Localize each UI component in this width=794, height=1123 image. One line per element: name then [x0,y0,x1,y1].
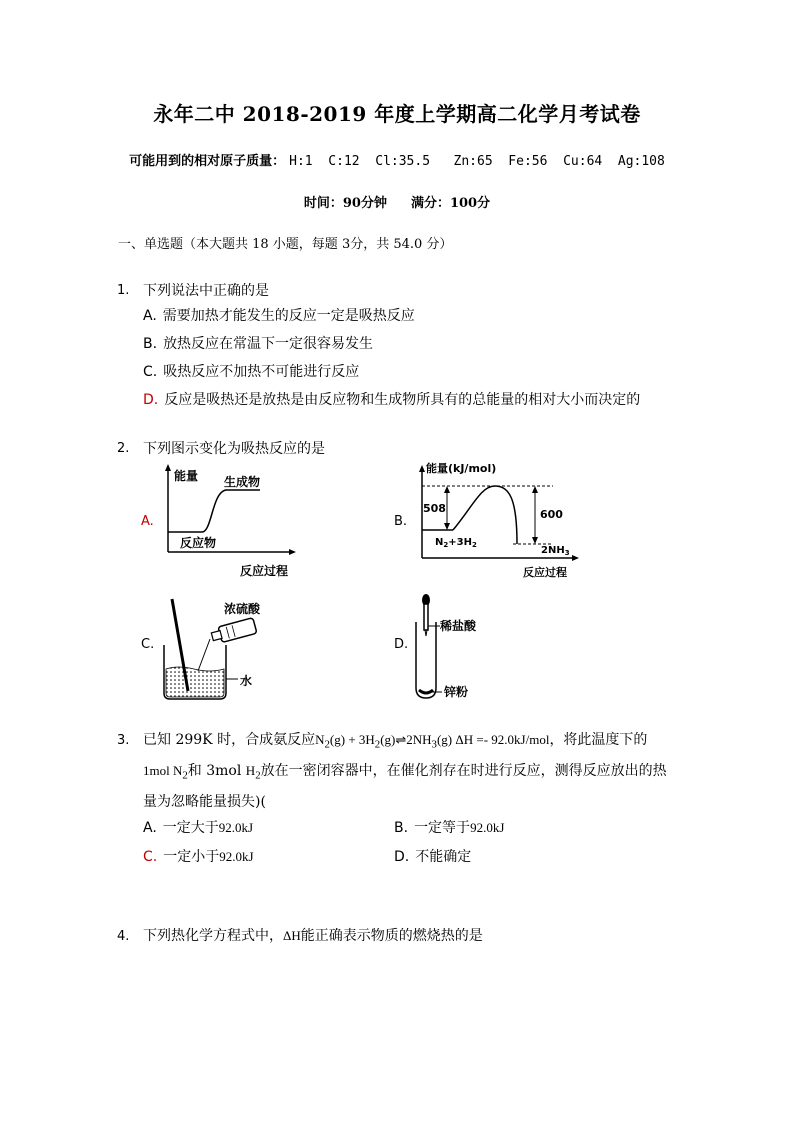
option-c: C. 吸热反应不加热不可能进行反应 [143,364,360,380]
figure-d-label: D. [394,637,409,652]
option-b: B. 一定等于92.0kJ [394,820,505,836]
atomic-masses-list: H:1 C:12 Cl:35.5 Zn:65 Fe:56 Cu:64 Ag:108 [289,154,665,169]
question-number: 2. [117,441,130,456]
figure-b-xlabel: 反应过程 [523,566,567,579]
figure-b-energy-diagram [413,458,593,584]
option-a: A. 需要加热才能发生的反应一定是吸热反应 [143,308,415,324]
figure-b-product: $2NH_3$ [541,545,570,557]
option-d: D. 不能确定 [394,849,472,865]
figure-b-value-508: 508 [423,502,446,515]
figure-a-product: 生成物 [224,475,261,489]
figure-d-acid-label: 稀盐酸 [440,619,477,633]
figure-a-reactant: 反应物 [180,536,217,550]
figure-c-acid-label: 浓硫酸 [224,602,261,616]
exam-score: 满分：100分 [410,196,491,211]
exam-time: 时间：90分钟 [303,196,387,211]
page-title: 永年二中 2018-2019 年度上学期高二化学月考试卷 [153,102,641,126]
figure-b-value-600: 600 [540,508,563,521]
figure-a-label: A. [141,514,154,529]
figure-d-test-tube-illustration [410,592,510,704]
question-text: 下列图示变化为吸热反应的是 [143,441,325,457]
question-number: 1. [117,283,130,298]
figure-b-reactant: $N_2+3H_2$ [435,537,477,549]
figure-b-label: B. [394,514,408,529]
figure-a-ylabel: 能量 [174,469,199,483]
question-text: 下列说法中正确的是 [143,283,269,299]
question-text-line-1: 已知 299K 时，合成氨反应$N_2(g)$ + $3H_2(g)\rightleftharpoons 2NH_3(g) \Delta H =- 92.0kJ/mol$，将此温度下的 [143,732,648,751]
question-text: 下列热化学方程式中，ΔH能正确表示物质的燃烧热的是 [143,928,483,944]
option-c: C. 一定小于92.0kJ [143,849,254,865]
option-d: D. 反应是吸热还是放热是由反应物和生成物所具有的总能量的相对大小而决定的 [143,392,641,408]
figure-c-beaker-illustration [158,595,288,707]
figure-c-label: C. [141,637,155,652]
figure-a-energy-diagram [160,462,320,582]
section-heading: 一、单选题（本大题共 18 小题，每题 3分，共 54.0 分） [118,237,453,252]
atomic-masses [0,150,794,169]
figure-b-ylabel: 能量(kJ/mol) [426,462,497,475]
question-text-line-3: 量为忽略能量损失)( [143,794,266,810]
question-number: 3. [117,733,130,748]
question-number: 4. [117,929,130,944]
atomic-masses-label: 可能用到的相对原子质量： [129,154,286,169]
figure-a-xlabel: 反应过程 [240,564,289,578]
figure-c-water-label: 水 [240,674,253,688]
exam-info [0,192,794,211]
option-b: B. 放热反应在常温下一定很容易发生 [143,336,374,352]
question-text-line-2: 1mol $N_2$和 3mol $H_2$放在一密闭容器中，在催化剂存在时进行反应，测得反应放出的热 [143,763,667,782]
option-a: A. 一定大于92.0kJ [143,820,254,836]
figure-d-zinc-label: 锌粉 [444,685,469,699]
